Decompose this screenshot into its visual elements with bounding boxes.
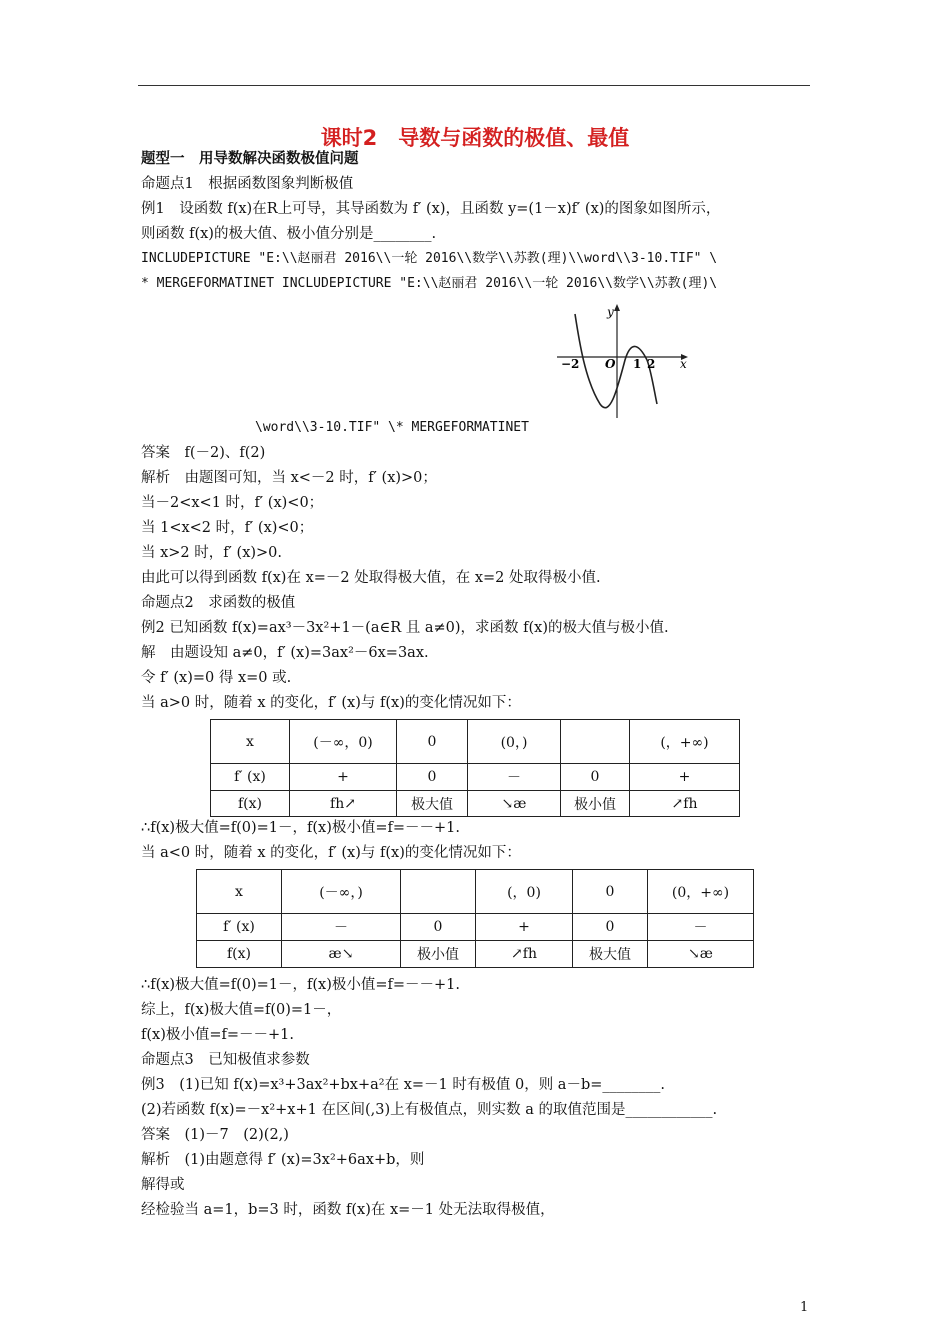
y-axis-label: y bbox=[607, 305, 614, 319]
table-cell: x bbox=[211, 720, 290, 764]
table-cell: 极小值 bbox=[561, 791, 630, 817]
origin-label: O bbox=[605, 357, 616, 371]
text-line: 经检验当 a=1，b=3 时，函数 f(x)在 x=－1 处无法取得极值， bbox=[141, 1202, 555, 1218]
function-graph bbox=[555, 300, 695, 420]
table-cell: f′ (x) bbox=[197, 914, 282, 941]
text-line: (2)若函数 f(x)=－x²+x+1 在区间(,3)上有极值点，则实数 a 的取值范围是____________. bbox=[141, 1102, 718, 1118]
text-line: 解析 由题图可知，当 x<－2 时，f′ (x)>0； bbox=[141, 470, 437, 486]
text-line: 当 1<x<2 时，f′ (x)<0； bbox=[141, 520, 314, 536]
subheading: 命题点3 已知极值求参数 bbox=[141, 1052, 310, 1068]
text-line: 当 x>2 时，f′ (x)>0. bbox=[141, 545, 283, 561]
table-cell: 0 bbox=[573, 914, 648, 941]
table-cell: + bbox=[476, 914, 573, 941]
table-row bbox=[211, 720, 740, 764]
table-cell: (0，+∞) bbox=[648, 870, 754, 914]
table-cell: f′ (x) bbox=[211, 764, 290, 791]
subheading: 命题点1 根据函数图象判断极值 bbox=[141, 176, 354, 192]
text-line: 例1 设函数 f(x)在R上可导，其导函数为 f′ (x)，且函数 y=(1－x)f′ (x)的图象如图所示， bbox=[141, 201, 721, 217]
table-cell: 0 bbox=[397, 764, 468, 791]
text-line: ∴f(x)极大值=f(0)=1－，f(x)极小值=f=－－+1. bbox=[141, 977, 461, 993]
text-line: 例2 已知函数 f(x)=ax³－3x²+1－(a∈R 且 a≠0)，求函数 f(x)的极大值与极小值. bbox=[141, 620, 669, 636]
table-cell: 极小值 bbox=[401, 941, 476, 968]
table-cell: (，0) bbox=[476, 870, 573, 914]
text-line: 解 由题设知 a≠0，f′ (x)=3ax²－6x=3ax. bbox=[141, 645, 429, 661]
table-cell: (0，) bbox=[468, 720, 561, 764]
answer-line: 答案 f(－2)、f(2) bbox=[141, 445, 266, 461]
text-line: 令 f′ (x)=0 得 x=0 或. bbox=[141, 670, 292, 686]
tick-label: 1 bbox=[633, 357, 642, 371]
table-cell: 0 bbox=[401, 914, 476, 941]
table-cell: － bbox=[468, 764, 561, 791]
x-axis-label: x bbox=[680, 357, 687, 371]
tick-label: 2 bbox=[647, 357, 656, 371]
table-cell: (－∞，0) bbox=[290, 720, 397, 764]
text-line: 当 a<0 时，随着 x 的变化，f′ (x)与 f(x)的变化情况如下： bbox=[141, 845, 521, 861]
table-cell: æ↘ bbox=[282, 941, 401, 968]
table-cell: 极大值 bbox=[573, 941, 648, 968]
table-cell: (，+∞) bbox=[630, 720, 740, 764]
page-number: 1 bbox=[800, 1300, 809, 1315]
table-cell: 0 bbox=[573, 870, 648, 914]
table-cell: － bbox=[282, 914, 401, 941]
text-line: 解得或 bbox=[141, 1177, 185, 1193]
text-line: 则函数 f(x)的极大值、极小值分别是________. bbox=[141, 226, 437, 242]
table-cell: ↘æ bbox=[468, 791, 561, 817]
table-cell: 0 bbox=[561, 764, 630, 791]
table-cell: ↗fh bbox=[476, 941, 573, 968]
table-cell: ↘æ bbox=[648, 941, 754, 968]
header-rule bbox=[138, 85, 810, 86]
text-line: 当－2<x<1 时，f′ (x)<0； bbox=[141, 495, 324, 511]
answer-line: 答案 (1)－7 (2)(2,) bbox=[141, 1127, 289, 1143]
text-line: 例3 (1)已知 f(x)=x³+3ax²+bx+a²在 x=－1 时有极值 0，则 a－b=________. bbox=[141, 1077, 665, 1093]
variation-table-a-negative bbox=[196, 869, 754, 968]
table-cell: 0 bbox=[397, 720, 468, 764]
table-row bbox=[211, 791, 740, 817]
section-heading: 题型一 用导数解决函数极值问题 bbox=[141, 151, 359, 167]
table-cell: + bbox=[630, 764, 740, 791]
subheading: 命题点2 求函数的极值 bbox=[141, 595, 296, 611]
table-cell bbox=[561, 720, 630, 764]
table-cell: (－∞，) bbox=[282, 870, 401, 914]
field-code-line: \word\\3-10.TIF" \* MERGEFORMATINET bbox=[255, 420, 529, 435]
table-cell: x bbox=[197, 870, 282, 914]
table-cell: 极大值 bbox=[397, 791, 468, 817]
page-title: 课时2 导数与函数的极值、最值 bbox=[320, 126, 630, 150]
table-row bbox=[197, 941, 754, 968]
text-line: ∴f(x)极大值=f(0)=1－，f(x)极小值=f=－－+1. bbox=[141, 820, 461, 836]
text-line: f(x)极小值=f=－－+1. bbox=[141, 1027, 295, 1043]
table-row bbox=[197, 870, 754, 914]
table-row bbox=[197, 914, 754, 941]
table-cell bbox=[401, 870, 476, 914]
table-cell: f(x) bbox=[197, 941, 282, 968]
text-line: 当 a>0 时，随着 x 的变化，f′ (x)与 f(x)的变化情况如下： bbox=[141, 695, 521, 711]
table-row bbox=[211, 764, 740, 791]
table-cell: + bbox=[290, 764, 397, 791]
text-line: 解析 (1)由题意得 f′ (x)=3x²+6ax+b，则 bbox=[141, 1152, 425, 1168]
text-line: 综上，f(x)极大值=f(0)=1－， bbox=[141, 1002, 342, 1018]
table-cell: fh↗ bbox=[290, 791, 397, 817]
tick-label: −2 bbox=[561, 357, 580, 371]
variation-table-a-positive bbox=[210, 719, 740, 817]
table-cell: f(x) bbox=[211, 791, 290, 817]
table-cell: － bbox=[648, 914, 754, 941]
text-line: 由此可以得到函数 f(x)在 x=－2 处取得极大值，在 x=2 处取得极小值. bbox=[141, 570, 601, 586]
field-code-line: * MERGEFORMATINET INCLUDEPICTURE "E:\\赵丽君 2016\\一轮 2016\\数学\\苏教(理)\ bbox=[141, 276, 718, 291]
field-code-line: INCLUDEPICTURE "E:\\赵丽君 2016\\一轮 2016\\数学\\苏教(理)\\word\\3-10.TIF" \ bbox=[141, 251, 718, 266]
table-cell: ↗fh bbox=[630, 791, 740, 817]
